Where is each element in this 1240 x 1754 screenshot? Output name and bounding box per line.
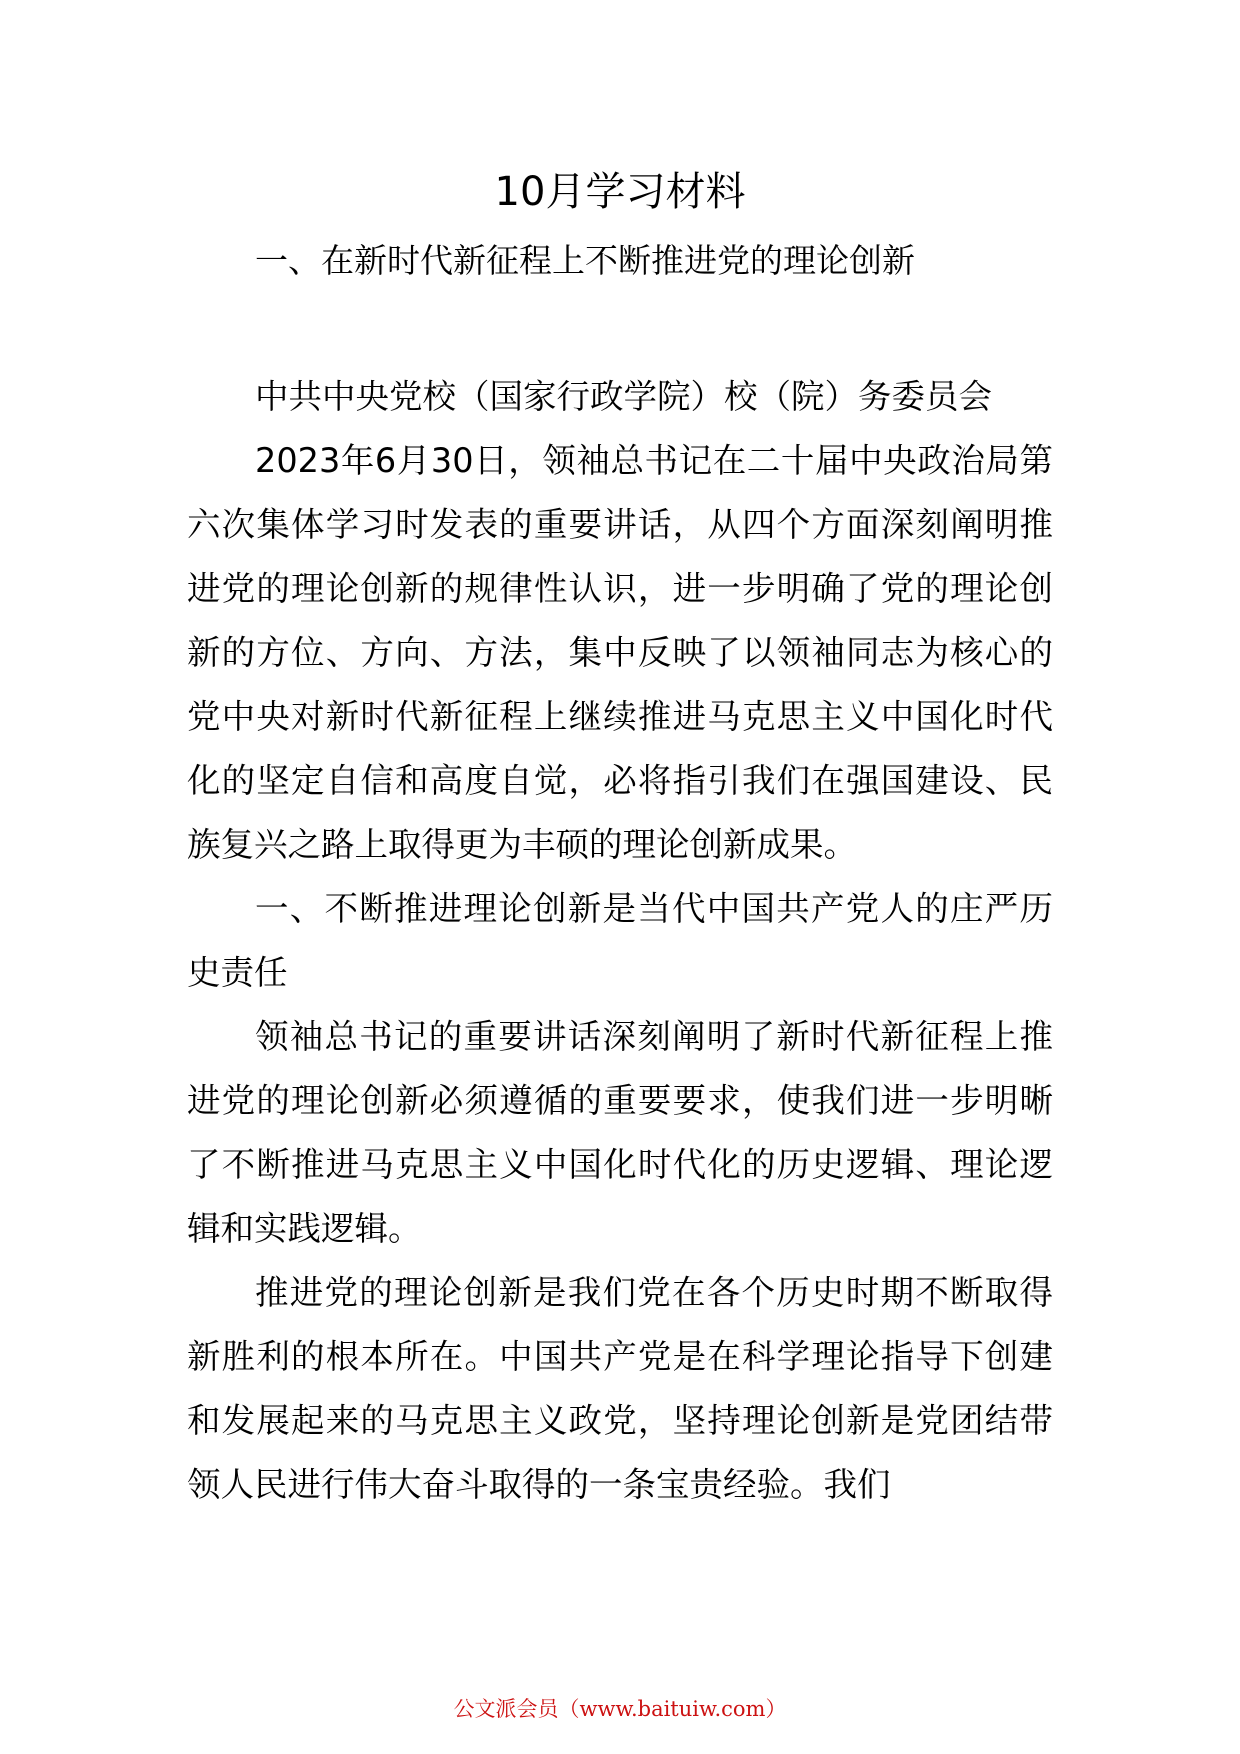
document-title: 10月学习材料 [494,169,746,215]
author-line: 中共中央党校（国家行政学院）校（院）务委员会 [255,377,992,416]
paragraph-3: 推进党的理论创新是我们党在各个历史时期不断取得新胜利的根本所在。中国共产党是在科学理论指导下创建和发展起来的马克思主义政党，坚持理论创新是党团结带领人民进行伟大奋斗取得的一条宝贵经验。我们 [187,1273,1053,1504]
paragraph-1: 2023年6月30日，领袖总书记在二十届中央政治局第六次集体学习时发表的重要讲话，从四个方面深刻阐明推进党的理论创新的规律性认识，进一步明确了党的理论创新的方位、方向、方法，集中反映了以领袖同志为核心的党中央对新时代新征程上继续推进马克思主义中国化时代化的坚定自信和高度自觉，必将指引我们在强国建设、民族复兴之路上取得更为丰硕的理论创新成果。 [187,441,1053,864]
footer-watermark: 公文派会员（www.baituiw.com） [453,1697,787,1721]
document-subtitle: 一、在新时代新征程上不断推进党的理论创新 [255,241,915,280]
paragraph-2: 领袖总书记的重要讲话深刻阐明了新时代新征程上推进党的理论创新必须遵循的重要要求，使我们进一步明晰了不断推进马克思主义中国化时代化的历史逻辑、理论逻辑和实践逻辑。 [187,1017,1053,1248]
section-heading-1: 一、不断推进理论创新是当代中国共产党人的庄严历史责任 [187,889,1053,992]
document-body [187,365,1053,1517]
